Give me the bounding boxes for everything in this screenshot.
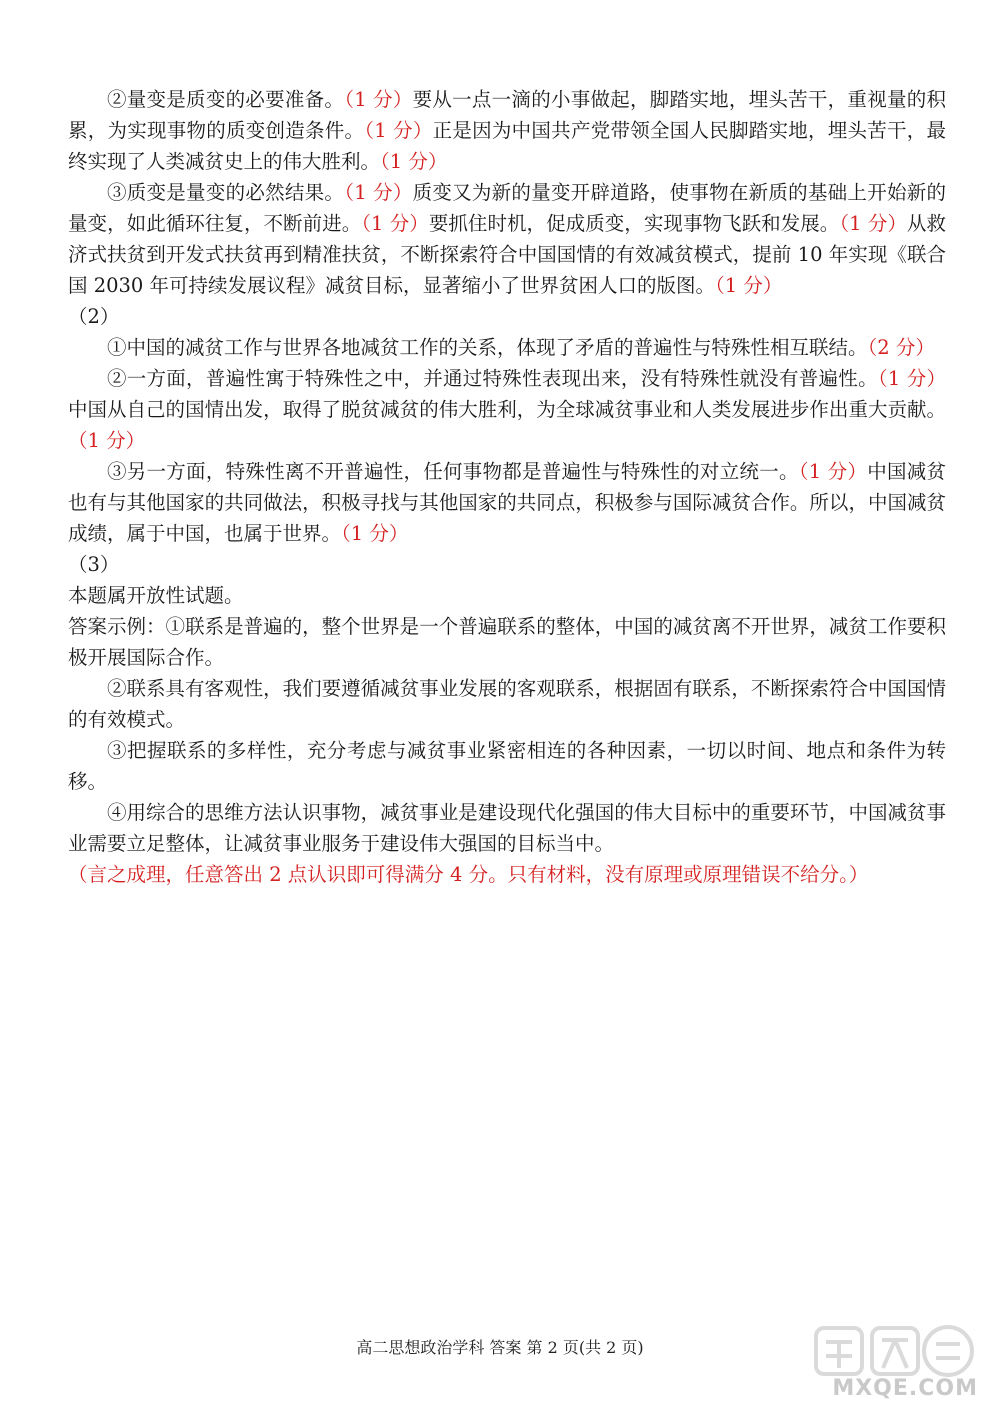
answer-text: ②量变是质变的必要准备。 [107,88,345,111]
score-note: （2 分） [867,336,935,359]
score-note: （言之成理，任意答出 2 点认识即可得满分 4 分。只有材料，没有原理或原理错误不给分。） [68,863,869,886]
score-note: （1 分） [344,181,413,204]
answer-paragraph [68,735,946,797]
score-note: （1 分） [68,429,146,452]
answer-text: 中国减贫也有与其他国家的共同做法，积极寻找与其他国家的共同点，积极参与国际减贫合作。所以，中国减贫成绩，属于中国，也属于世界。 [68,460,946,545]
answer-text: （3） [68,553,120,576]
score-note: （1 分） [380,150,448,173]
answer-text: 正是因为中国共产党带领全国人民脚踏实地，埋头苦干，最终实现了人类减贫史上的伟大胜利。 [68,119,946,173]
answer-text: ③另一方面，特殊性离不开普遍性，任何事物都是普遍性与特殊性的对立统一。 [107,460,799,483]
answer-text: 答案示例：①联系是普遍的，整个世界是一个普遍联系的整体，中国的减贫离不开世界，减贫工作要积极开展国际合作。 [68,615,946,669]
answer-text: ②一方面，普遍性寓于特殊性之中，并通过特殊性表现出来，没有特殊性就没有普遍性。 [107,367,878,390]
answer-paragraph [68,549,946,580]
score-note: （1 分） [361,212,429,235]
answer-paragraph [68,301,946,332]
answer-text: （2） [68,305,120,328]
answer-text: ①中国的减贫工作与世界各地减贫工作的关系，体现了矛盾的普遍性与特殊性相互联结。 [107,336,868,359]
answer-paragraph [68,611,946,673]
answer-paragraph [68,456,946,549]
score-note: （1 分） [839,212,907,235]
answer-paragraph [68,332,946,363]
answer-text: ③质变是量变的必然结果。 [107,181,345,204]
score-note: （1 分） [715,274,783,297]
answer-text: 从救济式扶贫到开发式扶贫再到精准扶贫，不断探索符合中国国情的有效减贫模式，提前 10 年实现《联合国 2030 年可持续发展议程》减贫目标，显著缩小了世界贫困人口的版图。 [68,212,946,297]
answer-text: 要从一点一滴的小事做起，脚踏实地，埋头苦干，重视量的积累，为实现事物的质变创造条件。 [68,88,946,142]
answer-text: 质变又为新的量变开辟道路，使事物在新质的基础上开始新的量变，如此循环往复，不断前进。 [68,181,946,235]
watermark-site: MXQE.COM [832,1376,978,1401]
answer-text: 本题属开放性试题。 [68,584,244,607]
score-note: （1 分） [341,522,409,545]
score-note: （1 分） [877,367,946,390]
answer-content [68,84,946,890]
score-note: （1 分） [798,460,868,483]
page-footer: 高二思想政治学科 答案 第 2 页(共 2 页) [356,1338,644,1357]
score-note: （1 分） [364,119,433,142]
answer-text: ③把握联系的多样性，充分考虑与减贫事业紧密相连的各种因素，一切以时间、地点和条件为转移。 [68,739,946,793]
answer-text: ④用综合的思维方法认识事物，减贫事业是建设现代化强国的伟大目标中的重要环节，中国减贫事业需要立足整体，让减贫事业服务于建设伟大强国的目标当中。 [68,801,946,855]
answer-paragraph [68,580,946,611]
answer-paragraph [68,177,946,301]
answer-paragraph [68,797,946,859]
answer-paragraph [68,84,946,177]
score-note: （1 分） [344,88,413,111]
answer-text: 要抓住时机，促成质变，实现事物飞跃和发展。 [428,212,840,235]
answer-paragraph [68,859,946,890]
answer-text: 中国从自己的国情出发，取得了脱贫减贫的伟大胜利，为全球减贫事业和人类发展进步作出重大贡献。 [68,398,946,421]
answer-paragraph [68,363,946,456]
answer-paragraph [68,673,946,735]
answer-text: ②联系具有客观性，我们要遵循减贫事业发展的客观联系，根据固有联系，不断探索符合中国国情的有效模式。 [68,677,946,731]
